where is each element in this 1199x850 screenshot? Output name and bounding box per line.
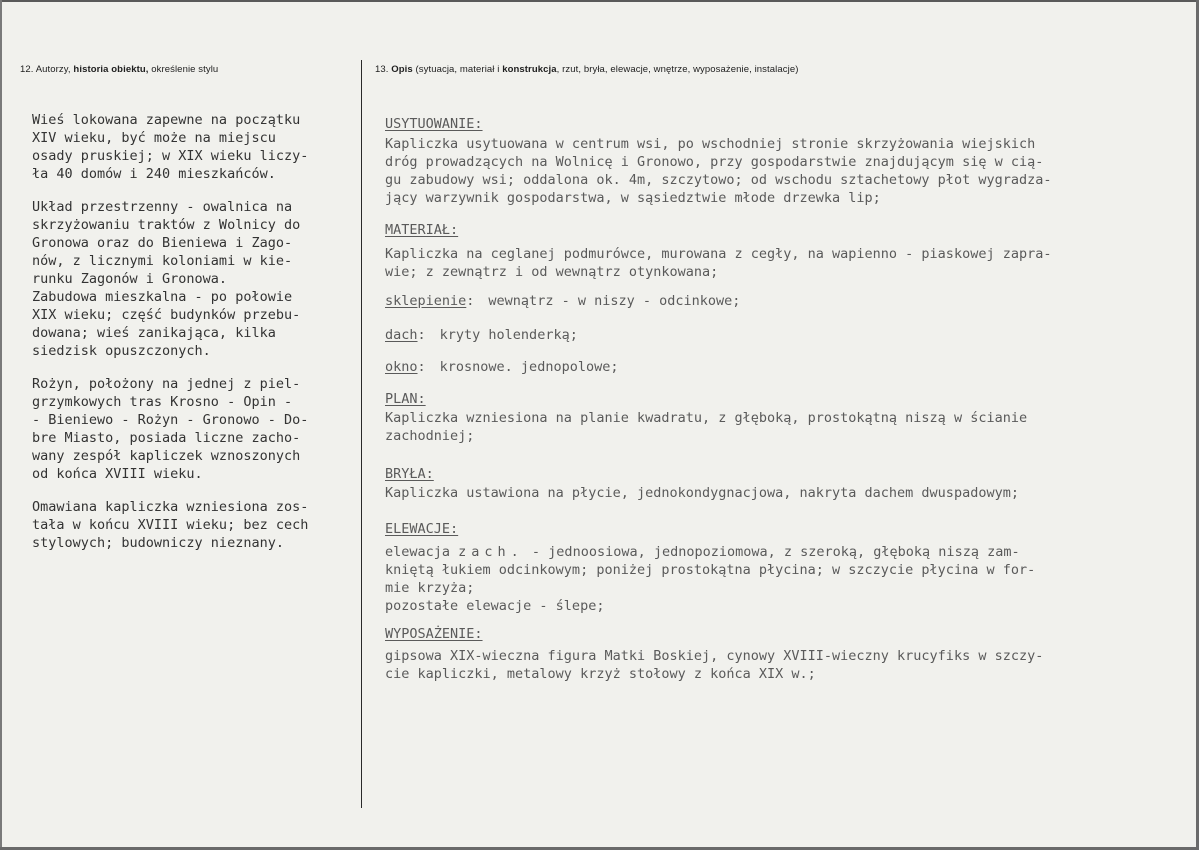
section-12-header	[20, 64, 218, 75]
sklepienie-value: wewnątrz - w niszy - odcinkowe;	[488, 293, 741, 309]
page-edge-left	[0, 0, 2, 850]
bryla-text: Kapliczka ustawiona na płycie, jednokondygnacjowa, nakryta dachem dwuspadowym;	[385, 485, 1019, 501]
okno-row: okno: krosnowe. jednopolowe;	[385, 359, 619, 375]
wyposazenie-heading: WYPOSAŻENIE:	[385, 626, 483, 642]
elewacje-text-c: - jednoosiowa, jednopoziomowa, z szeroką, głęboką niszą zam- kniętą łukiem odcinkowym; poniżej prostokątna płycina; w szczycie płycina w for- mie krzyża; pozostałe elewacje - ślepe;	[385, 544, 1036, 614]
section-13-title-part-a: Opis	[388, 64, 413, 75]
material-heading: MATERIAŁ:	[385, 222, 459, 238]
dach-label: dach	[385, 327, 418, 343]
section-12-number: 12.	[20, 64, 34, 75]
okno-value: krosnowe. jednopolowe;	[439, 359, 619, 375]
history-paragraph-2: Układ przestrzenny - owalnica na skrzyżowaniu traktów z Wolnicy do Gronowa oraz do Bieniewa i Zago- nów, z licznymi koloniami w kie- runku Zagonów i Gronowa. Zabudowa mieszkalna - po połowie XIX wieku; część budynków przebu- dowana; wieś zanikająca, kilka siedzisk opuszczonych.	[32, 199, 301, 359]
usytuowanie-heading: USYTUOWANIE:	[385, 116, 483, 132]
section-12-title-part-a: Autorzy,	[33, 64, 74, 75]
elewacje-text-b: zach.	[458, 544, 524, 560]
elewacje-text-a: elewacja	[385, 544, 459, 560]
wyposazenie-text: gipsowa XIX-wieczna figura Matki Boskiej, cynowy XVIII-wieczny krucyfiks w szczy- cie kapliczki, metalowy krzyż stołowy z końca XIX w.;	[385, 648, 1044, 682]
usytuowanie-text: Kapliczka usytuowana w centrum wsi, po wschodniej stronie skrzyżowania wiejskich dróg prowadzących na Wolnicę i Gronowo, przy gospodarstwie znajdującym się w cią- gu zabudowy wsi; oddalona ok. 4m, szczytowo; od wschodu sztachetowy płot wygradza- jący warzywnik gospodarstwa, w sąsiedztwie młode drzewka lip;	[385, 136, 1052, 206]
column-divider	[361, 60, 362, 808]
bryla-heading: BRYŁA:	[385, 466, 434, 482]
history-column	[32, 111, 358, 567]
history-paragraph-1: Wieś lokowana zapewne na początku XIV wieku, być może na miejscu osady pruskiej; w XIX wieku liczy- ła 40 domów i 240 mieszkańców.	[32, 112, 309, 182]
elewacje-text	[385, 543, 1035, 615]
dach-row: dach: kryty holenderką;	[385, 327, 578, 343]
section-12-title-part-b: historia obiektu,	[73, 64, 149, 75]
history-paragraph-3: Rożyn, położony na jednej z piel- grzymkowych tras Krosno - Opin - - Bieniewo - Rożyn - Gronowo - Do- bre Miasto, posiada liczne zacho- wany zespół kapliczek wznoszonych od końca XVIII wieku.	[32, 376, 309, 482]
elewacje-heading: ELEWACJE:	[385, 521, 459, 537]
history-paragraph-4: Omawiana kapliczka wzniesiona zos- tała w końcu XVIII wieku; bez cech stylowych; budowniczy nieznany.	[32, 499, 309, 551]
section-13-number: 13.	[375, 64, 389, 75]
plan-heading: PLAN:	[385, 391, 426, 407]
sklepienie-label: sklepienie	[385, 293, 467, 309]
sklepienie-row: sklepienie: wewnątrz - w niszy - odcinkowe;	[385, 293, 741, 309]
material-text: Kapliczka na ceglanej podmurówce, murowana z cegły, na wapienno - piaskowej zapra- wie; z zewnątrz i od wewnątrz otynkowana;	[385, 246, 1052, 280]
plan-text: Kapliczka wzniesiona na planie kwadratu, z głęboką, prostokątną niszą w ścianie zachodniej;	[385, 410, 1028, 444]
section-12-title-part-c: określenie stylu	[148, 64, 219, 75]
section-13-header	[375, 64, 798, 75]
page-edge-top	[0, 0, 1199, 2]
dach-value: kryty holenderką;	[439, 327, 578, 343]
section-13-title-part-c: konstrukcja	[502, 64, 557, 75]
okno-label: okno	[385, 359, 418, 375]
section-13-title-part-b: (sytuacja, materiał i	[412, 64, 503, 75]
section-13-title-part-d: , rzut, bryła, elewacje, wnętrze, wyposażenie, instalacje)	[556, 64, 799, 75]
